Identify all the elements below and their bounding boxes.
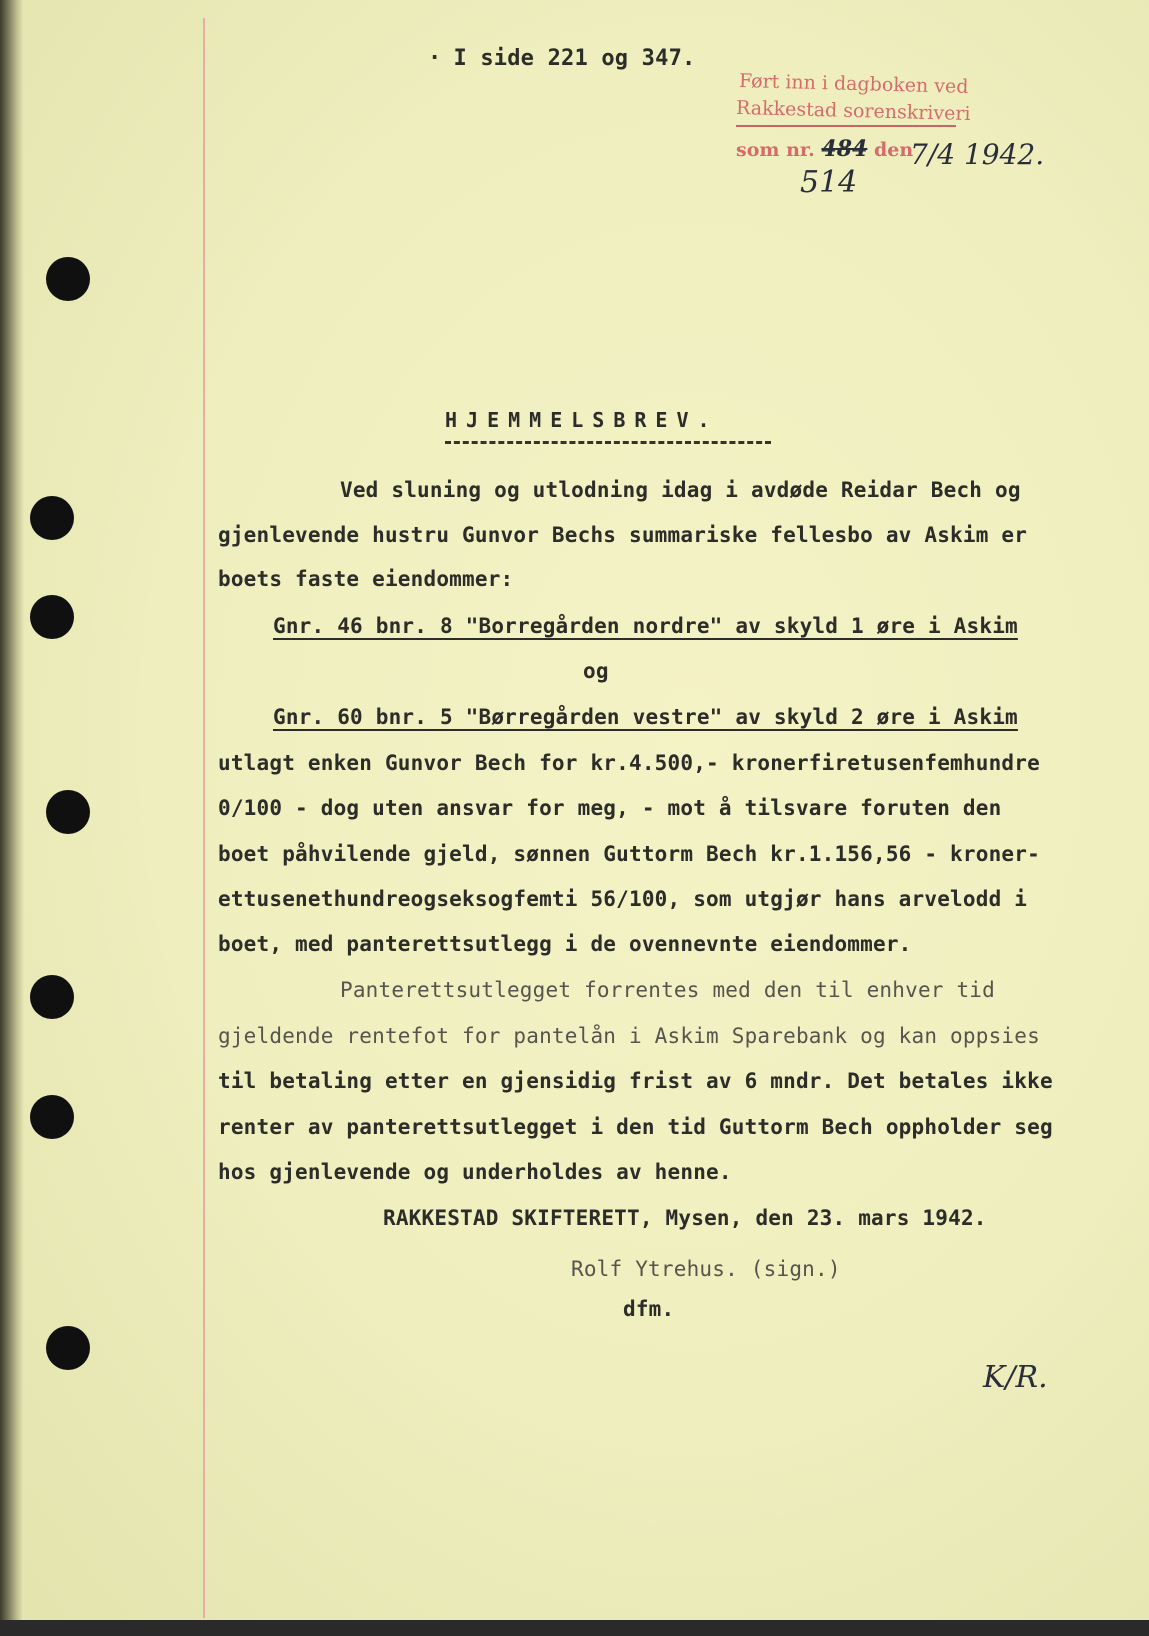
scan-bottom-edge: [0, 1620, 1149, 1636]
margin-line: [203, 18, 205, 1618]
stamp-entry: som nr. 484 den: [736, 136, 914, 162]
page-left-edge: [0, 0, 24, 1636]
punch-hole: [30, 496, 74, 540]
handwritten-initials: K/R.: [983, 1360, 1048, 1395]
body-line: gjenlevende hustru Gunvor Bechs summariske fellesbo av Askim er: [218, 523, 1028, 547]
punch-hole: [30, 595, 74, 639]
dfm-line: dfm.: [623, 1297, 675, 1321]
document-title: HJEMMELSBREV.: [445, 408, 719, 432]
punch-hole: [30, 975, 74, 1019]
court-place-date: RAKKESTAD SKIFTERETT, Mysen, den 23. mars 1942.: [383, 1206, 987, 1230]
stamp-date: 7/4 1942.: [910, 138, 1045, 171]
body-line: Ved sluning og utlodning idag i avdøde Reidar Bech og: [340, 478, 1021, 502]
body-line: ettusenethundreogseksogfemti 56/100, som utgjør hans arvelodd i: [218, 887, 1028, 911]
body-line: Panterettsutlegget forrentes med den til enhver tid: [340, 978, 995, 1002]
signature-line: Rolf Ytrehus. (sign.): [571, 1257, 841, 1281]
body-line: hos gjenlevende og underholdes av henne.: [218, 1160, 732, 1184]
stamp-line-1: Ført inn i dagboken ved: [738, 70, 969, 98]
title-underline: [445, 441, 771, 444]
body-line: utlagt enken Gunvor Bech for kr.4.500,- kronerfiretusenfemhundre: [218, 751, 1040, 775]
page-reference: · I side 221 og 347.: [428, 46, 696, 71]
body-line: og: [583, 659, 609, 683]
punch-hole: [46, 1326, 90, 1370]
body-line: til betaling etter en gjensidig frist av 6 mndr. Det betales ikke: [218, 1069, 1053, 1093]
punch-hole: [46, 257, 90, 301]
body-line: boet, med panterettsutlegg i de ovennevnte eiendommer.: [218, 932, 912, 956]
stamp-line-2: Rakkestad sorenskriveri: [735, 96, 971, 126]
punch-hole: [30, 1095, 74, 1139]
stamp-divider: [736, 125, 956, 127]
body-line: renter av panterettsutlegget i den tid Guttorm Bech oppholder seg: [218, 1115, 1053, 1139]
body-line: 0/100 - dog uten ansvar for meg, - mot å tilsvare foruten den: [218, 796, 1002, 820]
stamp-corrected-number: 514: [800, 165, 858, 200]
punch-hole: [46, 790, 90, 834]
stamp-crossed-number: 484: [821, 136, 868, 162]
body-line: gjeldende rentefot for pantelån i Askim Sparebank og kan oppsies: [218, 1024, 1040, 1048]
property-line: Gnr. 46 bnr. 8 "Borregården nordre" av skyld 1 øre i Askim: [273, 614, 1018, 638]
body-line: boets faste eiendommer:: [218, 567, 514, 591]
property-line: Gnr. 60 bnr. 5 "Børregården vestre" av skyld 2 øre i Askim: [273, 705, 1018, 729]
body-line: boet påhvilende gjeld, sønnen Guttorm Bech kr.1.156,56 - kroner-: [218, 842, 1040, 866]
